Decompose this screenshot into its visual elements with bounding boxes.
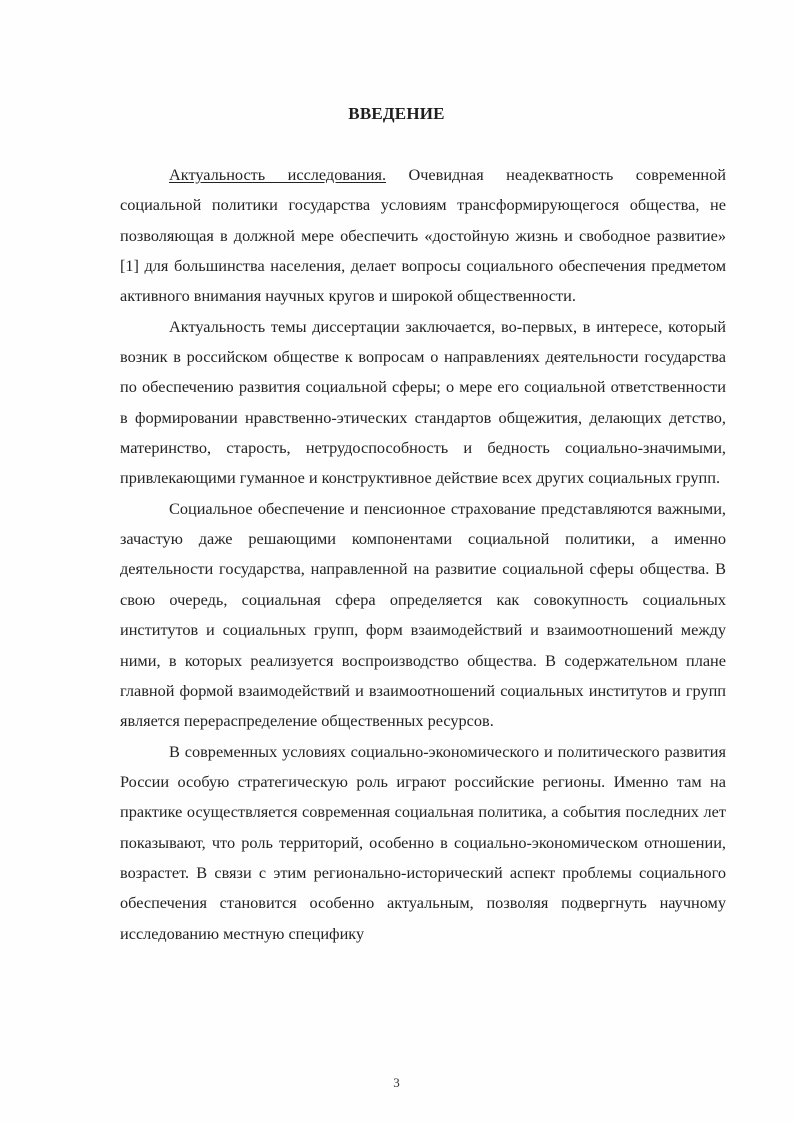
body-text <box>120 160 726 949</box>
section-heading: ВВЕДЕНИЕ <box>348 104 445 123</box>
paragraph-2: Актуальность темы диссертации заключается, во-первых, в интересе, который возник в российском обществе к вопросам о направлениях деятельности государства по обеспечению развития социальной сферы; о мере его социальной ответственности в формировании нравственно-этических стандартов общежития, делающих детство, материнство, старость, нетрудоспособность и бедность социально-значимыми, привлекающими гуманное и конструктивное действие всех других социальных групп. <box>120 316 726 488</box>
page-number: 3 <box>393 1075 400 1090</box>
paragraph-4: В современных условиях социально-экономического и политического развития России особую стратегическую роль играют российские регионы. Именно там на практике осуществляется современная социальная политика, а события последних лет показывают, что роль территорий, особенно в социально-экономическом отношении, возрастет. В связи с этим регионально-исторический аспект проблемы социального обеспечения становится особенно актуальным, позволяя подвергнуть научному исследованию местную специфику <box>120 741 726 943</box>
paragraph-1-text: Очевидная неадекватность современной социальной политики государства условиям трансформирующегося общества, не позволяющая в должной мере обеспечить «достойную жизнь и свободное развитие» [1] для большинства населения, делает вопросы социального обеспечения предметом активного внимания научных кругов и широкой общественности. <box>120 165 726 306</box>
paragraph-1-lead: Актуальность исследования. <box>169 165 387 184</box>
paragraph-3: Социальное обеспечение и пенсионное страхование представляются важными, зачастую даже решающими компонентами социальной политики, а именно деятельности государства, направленной на развитие социальной сферы общества. В свою очередь, социальная сфера определяется как совокупность социальных институтов и социальных групп, форм взаимодействий и взаимоотношений между ними, в которых реализуется воспроизводство общества. В содержательном плане главной формой взаимодействий и взаимоотношений социальных институтов и групп является перераспределение общественных ресурсов. <box>120 498 726 731</box>
paragraph-1 <box>120 160 726 312</box>
